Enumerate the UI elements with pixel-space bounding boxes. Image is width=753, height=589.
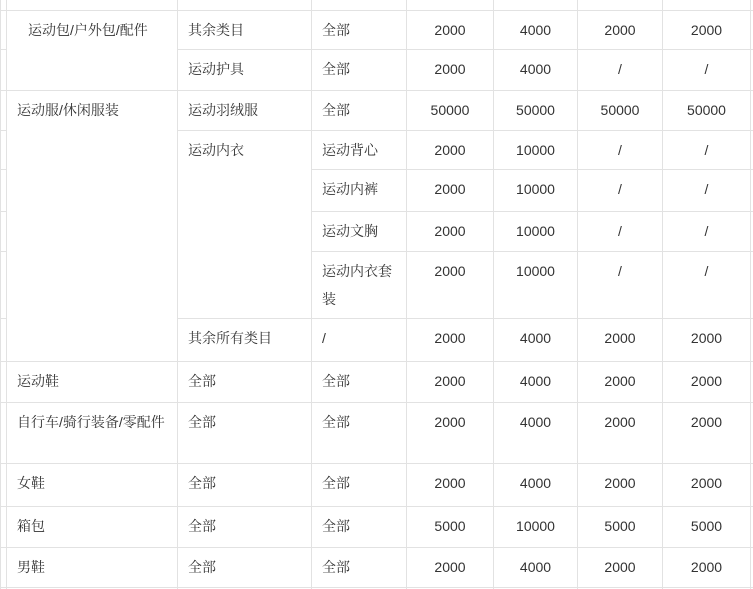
value-cell: 10000 — [494, 507, 578, 548]
table-body — [1, 0, 753, 589]
subcategory-cell: 运动内衣 — [178, 131, 312, 319]
empty-cell — [663, 0, 751, 11]
value-cell: 50000 — [494, 91, 578, 131]
value-cell: 2000 — [407, 131, 494, 170]
table-row — [1, 91, 753, 131]
subcategory-cell: 全部 — [312, 11, 407, 50]
subcategory-cell: 其余类目 — [178, 11, 312, 50]
value-cell: 4000 — [494, 319, 578, 362]
empty-cell — [494, 0, 578, 11]
category-cell: 箱包 — [7, 507, 178, 548]
subcategory-cell: 运动内衣套装 — [312, 252, 407, 319]
value-cell: 5000 — [407, 507, 494, 548]
value-cell: / — [663, 170, 751, 212]
value-cell: / — [578, 131, 663, 170]
value-cell: 2000 — [663, 464, 751, 507]
value-cell: 2000 — [578, 403, 663, 464]
value-cell: 2000 — [407, 362, 494, 403]
cropped-left-column-cell — [1, 212, 7, 252]
cropped-left-column-cell — [1, 131, 7, 170]
category-cell: 男鞋 — [7, 548, 178, 588]
table-row — [1, 507, 753, 548]
value-cell: 2000 — [578, 464, 663, 507]
value-cell: 2000 — [578, 362, 663, 403]
value-cell: / — [663, 131, 751, 170]
value-cell: 10000 — [494, 212, 578, 252]
category-cell: 女鞋 — [7, 464, 178, 507]
value-cell: 2000 — [407, 464, 494, 507]
subcategory-cell: 全部 — [312, 403, 407, 464]
subcategory-cell: 全部 — [178, 362, 312, 403]
subcategory-cell: 全部 — [312, 464, 407, 507]
value-cell: / — [663, 50, 751, 91]
category-cell: 自行车/骑行装备/零配件 — [7, 403, 178, 464]
value-cell: 2000 — [663, 403, 751, 464]
value-cell: / — [578, 170, 663, 212]
value-cell: 50000 — [578, 91, 663, 131]
subcategory-cell: 全部 — [178, 507, 312, 548]
value-cell: 4000 — [494, 362, 578, 403]
value-cell: 4000 — [494, 464, 578, 507]
value-cell: 2000 — [578, 319, 663, 362]
subcategory-cell: 运动护具 — [178, 50, 312, 91]
value-cell: / — [578, 212, 663, 252]
subcategory-cell: 运动羽绒服 — [178, 91, 312, 131]
subcategory-cell: 运动背心 — [312, 131, 407, 170]
cropped-left-column-cell — [1, 252, 7, 319]
value-cell: 5000 — [578, 507, 663, 548]
empty-cell — [407, 0, 494, 11]
value-cell: 2000 — [407, 212, 494, 252]
cropped-left-column-cell — [1, 319, 7, 362]
subcategory-cell: 全部 — [312, 362, 407, 403]
value-cell: 2000 — [663, 11, 751, 50]
category-cell: 运动包/户外包/配件 — [7, 11, 178, 91]
value-cell: 50000 — [407, 91, 494, 131]
empty-cell — [7, 0, 178, 11]
subcategory-cell: 全部 — [178, 464, 312, 507]
subcategory-cell: 运动文胸 — [312, 212, 407, 252]
subcategory-cell: 其余所有类目 — [178, 319, 312, 362]
value-cell: 4000 — [494, 11, 578, 50]
empty-cell — [312, 0, 407, 11]
value-cell: 5000 — [663, 507, 751, 548]
empty-cell — [578, 0, 663, 11]
category-cell: 运动鞋 — [7, 362, 178, 403]
table-row — [1, 464, 753, 507]
value-cell: 2000 — [663, 362, 751, 403]
subcategory-cell: 全部 — [178, 548, 312, 588]
value-cell: 2000 — [407, 252, 494, 319]
value-cell: 2000 — [407, 170, 494, 212]
subcategory-cell: 全部 — [312, 50, 407, 91]
value-cell: 4000 — [494, 403, 578, 464]
value-cell: 2000 — [663, 548, 751, 588]
category-cell: 运动服/休闲服装 — [7, 91, 178, 362]
cropped-left-column-cell — [1, 170, 7, 212]
subcategory-cell: 全部 — [178, 403, 312, 464]
subcategory-cell: 全部 — [312, 91, 407, 131]
value-cell: 2000 — [407, 50, 494, 91]
table-row — [1, 362, 753, 403]
empty-cell — [178, 0, 312, 11]
table-row — [1, 403, 753, 464]
subcategory-cell: 运动内裤 — [312, 170, 407, 212]
cropped-left-column-cell — [1, 50, 7, 91]
value-cell: / — [663, 252, 751, 319]
value-cell: 2000 — [407, 319, 494, 362]
value-cell: 2000 — [578, 11, 663, 50]
table-row — [1, 11, 753, 50]
value-cell: 4000 — [494, 548, 578, 588]
value-cell: 2000 — [407, 548, 494, 588]
value-cell: 4000 — [494, 50, 578, 91]
value-cell: / — [663, 212, 751, 252]
value-cell: 2000 — [578, 548, 663, 588]
table-row — [1, 548, 753, 588]
value-cell: 10000 — [494, 170, 578, 212]
value-cell: 2000 — [407, 11, 494, 50]
value-cell: 50000 — [663, 91, 751, 131]
value-cell: 2000 — [663, 319, 751, 362]
value-cell: 10000 — [494, 252, 578, 319]
value-cell: / — [578, 252, 663, 319]
subcategory-cell: / — [312, 319, 407, 362]
value-cell: 2000 — [407, 403, 494, 464]
subcategory-cell: 全部 — [312, 507, 407, 548]
cropped-partial-row — [1, 0, 753, 11]
value-cell: / — [578, 50, 663, 91]
value-cell: 10000 — [494, 131, 578, 170]
subcategory-cell: 全部 — [312, 548, 407, 588]
